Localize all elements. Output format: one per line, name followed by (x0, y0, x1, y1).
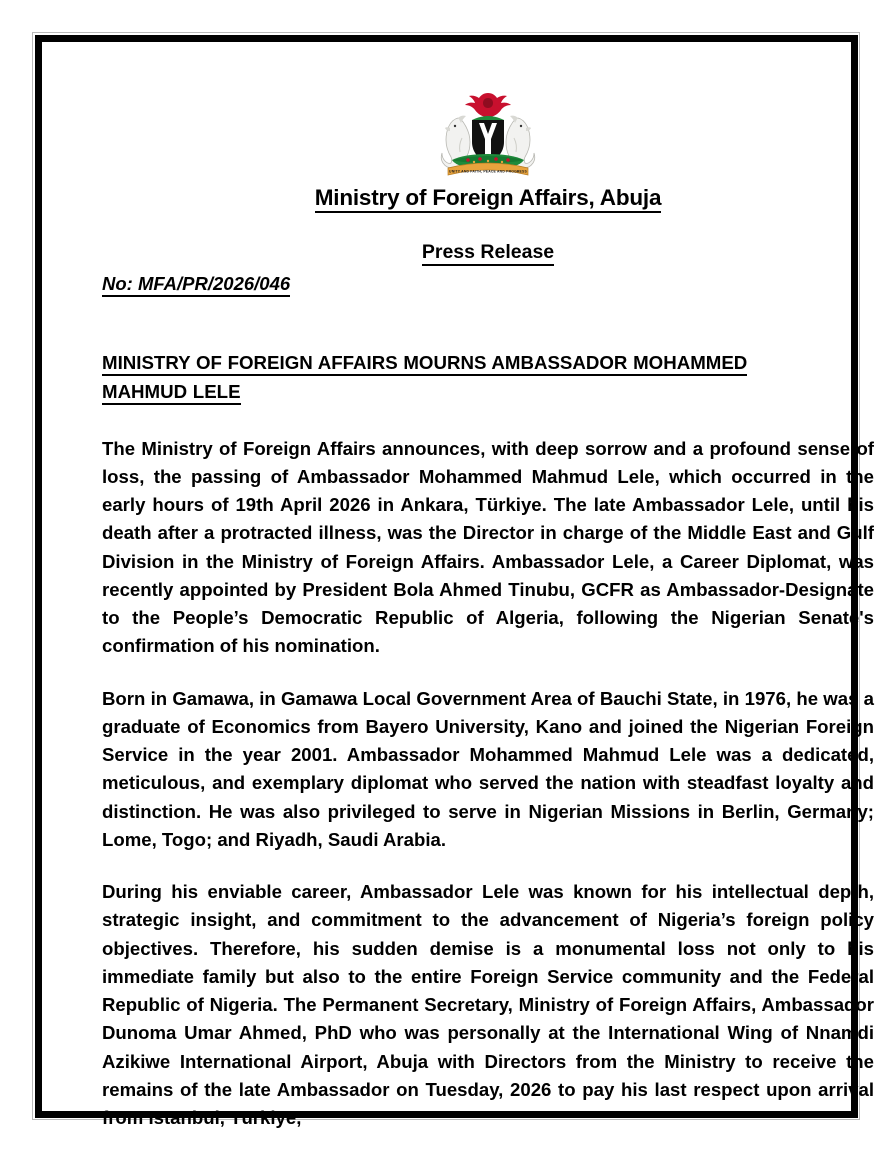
document-kind-heading (102, 241, 874, 264)
press-release-body (102, 435, 874, 1133)
document-kind-text: Press Release (422, 241, 554, 266)
body-paragraph: During his enviable career, Ambassador Lele was known for his intellectual depth, strategic insight, and commitment to the advancement of Nigeria’s foreign policy objectives. Therefore, his sudden demise is a monumental loss not only to his immediate family but also to the entire Foreign Service community and the Federal Republic of Nigeria. The Permanent Secretary, Ministry of Foreign Affairs, Ambassador Dunoma Umar Ahmed, PhD who was personally at the International Wing of Nnamdi Azikiwe International Airport, Abuja with Directors from the Ministry to receive the remains of the late Ambassador on Tuesday, 2026 to pay his last respect upon arrival from Istanbul, Türkiye, (102, 881, 874, 1129)
body-paragraph: The Ministry of Foreign Affairs announces, with deep sorrow and a profound sense of loss, the passing of Ambassador Mohammed Mahmud Lele, which occurred in the early hours of 19th April 2026 in Ankara, Türkiye. The late Ambassador Lele, until his death after a protracted illness, was the Director in charge of the Middle East and Gulf Division in the Ministry of Foreign Affairs. Ambassador Lele, a Career Diplomat, was recently appointed by President Bola Ahmed Tinubu, GCFR as Ambassador-Designate to the People’s Democratic Republic of Algeria, following the Nigerian Senate's confirmation of his nomination. (102, 437, 874, 657)
organisation-title-text: Ministry of Foreign Affairs, Abuja (315, 185, 662, 213)
press-release-title (102, 348, 874, 407)
press-release-title-line-2: MAHMUD LELE (102, 381, 241, 405)
coat-of-arms-wrap (102, 90, 874, 178)
organisation-title (102, 184, 874, 211)
document-number (102, 273, 874, 295)
body-paragraph: Born in Gamawa, in Gamawa Local Government Area of Bauchi State, in 1976, he was a graduate of Economics from Bayero University, Kano and joined the Nigerian Foreign Service in the year 2001. Ambassador Mohammed Mahmud Lele was a dedicated, meticulous, and exemplary diplomat who served the nation with steadfast loyalty and distinction. He was also privileged to serve in Nigerian Missions in Berlin, Germany; Lome, Togo; and Riyadh, Saudi Arabia. (102, 687, 874, 850)
svg-text:UNITY AND FAITH, PEACE AND PRO: UNITY AND FAITH, PEACE AND PROGRESS (449, 169, 527, 174)
nigerian-coat-of-arms-icon (424, 90, 552, 178)
document-frame (35, 35, 874, 1129)
document-number-text: No: MFA/PR/2026/046 (102, 273, 290, 297)
press-release-title-line-1: MINISTRY OF FOREIGN AFFAIRS MOURNS AMBASSADOR MOHAMMED (102, 352, 747, 376)
document-content (102, 90, 874, 1132)
